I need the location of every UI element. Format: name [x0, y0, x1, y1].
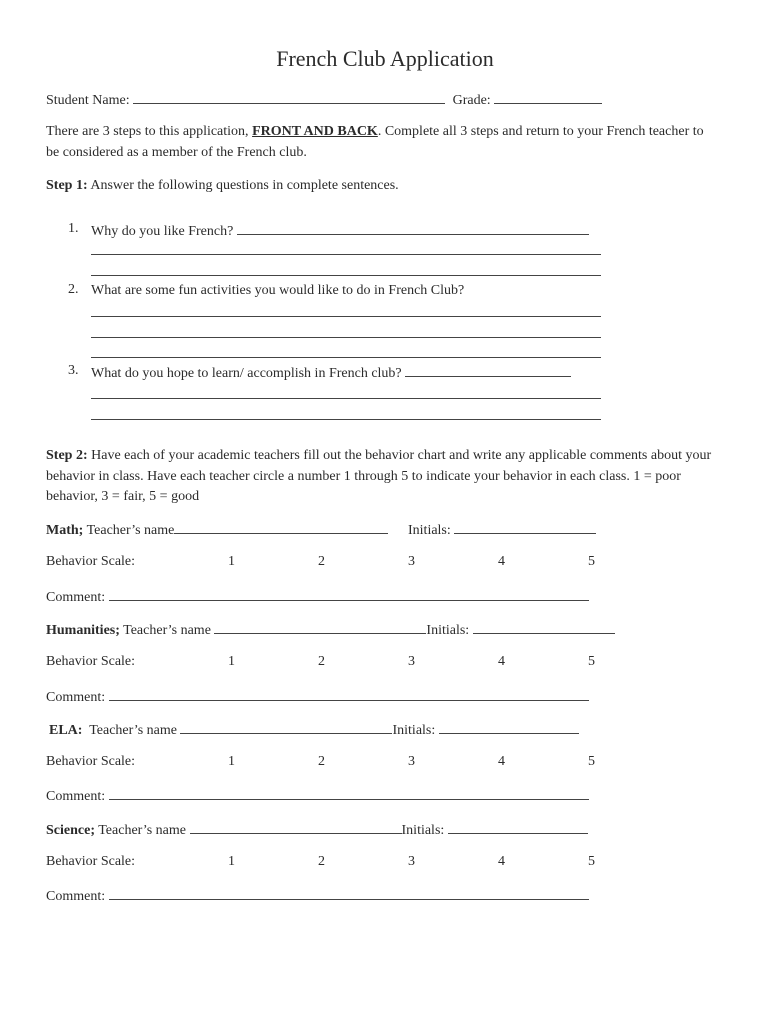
question-number: 3.: [68, 363, 79, 378]
subject-row-science: [46, 820, 588, 840]
initials-field[interactable]: [473, 620, 615, 634]
step1-heading: [46, 177, 399, 195]
comment-label: Comment:: [46, 889, 106, 904]
comment-field[interactable]: [109, 587, 589, 601]
grade-field[interactable]: [494, 90, 602, 104]
subject-row-math: [46, 520, 388, 540]
behavior-scale-label: Behavior Scale:: [46, 854, 136, 869]
question-1: [91, 221, 589, 241]
question-3: [91, 363, 571, 383]
comment-label: Comment:: [46, 789, 106, 804]
student-name-field[interactable]: [133, 90, 445, 104]
behavior-scale-label: Behavior Scale:: [46, 554, 136, 569]
subject-name: Math;: [46, 523, 84, 538]
answer-line[interactable]: [91, 357, 601, 358]
scale-option[interactable]: 3: [408, 754, 415, 769]
intro-suffix: . Complete all 3 steps and return to your French teacher to be considered as a member of the French club.: [46, 124, 704, 160]
step1-label: Step 1:: [46, 178, 88, 193]
comment-row: [46, 886, 589, 906]
teacher-name-label: Teacher’s name: [89, 723, 177, 738]
comment-row: [46, 786, 589, 806]
comment-field[interactable]: [109, 687, 589, 701]
answer-field[interactable]: [237, 221, 589, 235]
scale-option[interactable]: 2: [318, 854, 325, 869]
scale-option[interactable]: 4: [498, 654, 505, 669]
answer-line[interactable]: [91, 398, 601, 399]
scale-option[interactable]: 5: [588, 854, 595, 869]
scale-option[interactable]: 1: [228, 754, 235, 769]
question-text: What do you hope to learn/ accomplish in French club?: [91, 366, 402, 381]
student-name-label: Student Name:: [46, 93, 130, 108]
scale-option[interactable]: 3: [408, 654, 415, 669]
question-number: 2.: [68, 282, 79, 297]
question-2: What are some fun activities you would like to do in French Club?: [91, 283, 465, 298]
scale-option[interactable]: 1: [228, 654, 235, 669]
teacher-name-label: Teacher’s name: [98, 823, 187, 838]
scale-option[interactable]: 3: [408, 854, 415, 869]
scale-option[interactable]: 1: [228, 854, 235, 869]
answer-line[interactable]: [91, 419, 601, 420]
answer-line[interactable]: [91, 254, 601, 255]
grade-label: Grade:: [452, 93, 491, 108]
answer-line[interactable]: [91, 275, 601, 276]
comment-row: [46, 587, 589, 607]
question-text: Why do you like French?: [91, 224, 234, 239]
subject-row-humanities: [46, 620, 615, 640]
scale-option[interactable]: 3: [408, 554, 415, 569]
step2-label: Step 2:: [46, 448, 88, 463]
scale-option[interactable]: 2: [318, 554, 325, 569]
initials-label: Initials:: [392, 723, 436, 738]
teacher-name-label: Teacher’s name: [123, 623, 211, 638]
teacher-name-label: Teacher’s name: [86, 523, 175, 538]
initials-field[interactable]: [439, 720, 579, 734]
subject-name: Humanities;: [46, 623, 120, 638]
scale-option[interactable]: 2: [318, 654, 325, 669]
comment-field[interactable]: [109, 886, 589, 900]
scale-option[interactable]: 5: [588, 554, 595, 569]
initials-group: [408, 520, 596, 540]
teacher-name-field[interactable]: [214, 620, 426, 634]
comment-field[interactable]: [109, 786, 589, 800]
subject-name: Science;: [46, 823, 95, 838]
intro-paragraph: [46, 122, 716, 163]
comment-label: Comment:: [46, 590, 106, 605]
initials-label: Initials:: [401, 823, 445, 838]
initials-field[interactable]: [448, 820, 588, 834]
initials-field[interactable]: [454, 520, 596, 534]
initials-label: Initials:: [408, 523, 451, 538]
page-title: French Club Application: [276, 46, 494, 71]
student-info-line: [46, 90, 602, 110]
step2-paragraph: [46, 446, 716, 508]
scale-option[interactable]: 4: [498, 754, 505, 769]
answer-field[interactable]: [405, 363, 571, 377]
scale-option[interactable]: 5: [588, 754, 595, 769]
subject-name: ELA:: [49, 723, 83, 738]
subject-row-ela: [49, 720, 579, 740]
answer-line[interactable]: [91, 337, 601, 338]
behavior-scale-label: Behavior Scale:: [46, 754, 136, 769]
intro-emphasis: FRONT AND BACK: [252, 124, 378, 139]
scale-option[interactable]: 4: [498, 554, 505, 569]
scale-option[interactable]: 4: [498, 854, 505, 869]
question-number: 1.: [68, 221, 79, 236]
comment-label: Comment:: [46, 690, 106, 705]
scale-option[interactable]: 1: [228, 554, 235, 569]
answer-line[interactable]: [91, 316, 601, 317]
scale-option[interactable]: 2: [318, 754, 325, 769]
teacher-name-field[interactable]: [180, 720, 392, 734]
teacher-name-field[interactable]: [190, 820, 402, 834]
intro-prefix: There are 3 steps to this application,: [46, 124, 253, 139]
comment-row: [46, 687, 589, 707]
step1-text: Answer the following questions in complete sentences.: [87, 178, 399, 193]
initials-label: Initials:: [426, 623, 470, 638]
behavior-scale-label: Behavior Scale:: [46, 654, 136, 669]
step2-text: Have each of your academic teachers fill out the behavior chart and write any applicable comments about your behavior in class. Have each teacher circle a number 1 through 5 to indicate your behavior in each class. 1 = poor behavior, 3 = fair, 5 = good: [46, 448, 712, 504]
scale-option[interactable]: 5: [588, 654, 595, 669]
teacher-name-field[interactable]: [174, 520, 388, 534]
